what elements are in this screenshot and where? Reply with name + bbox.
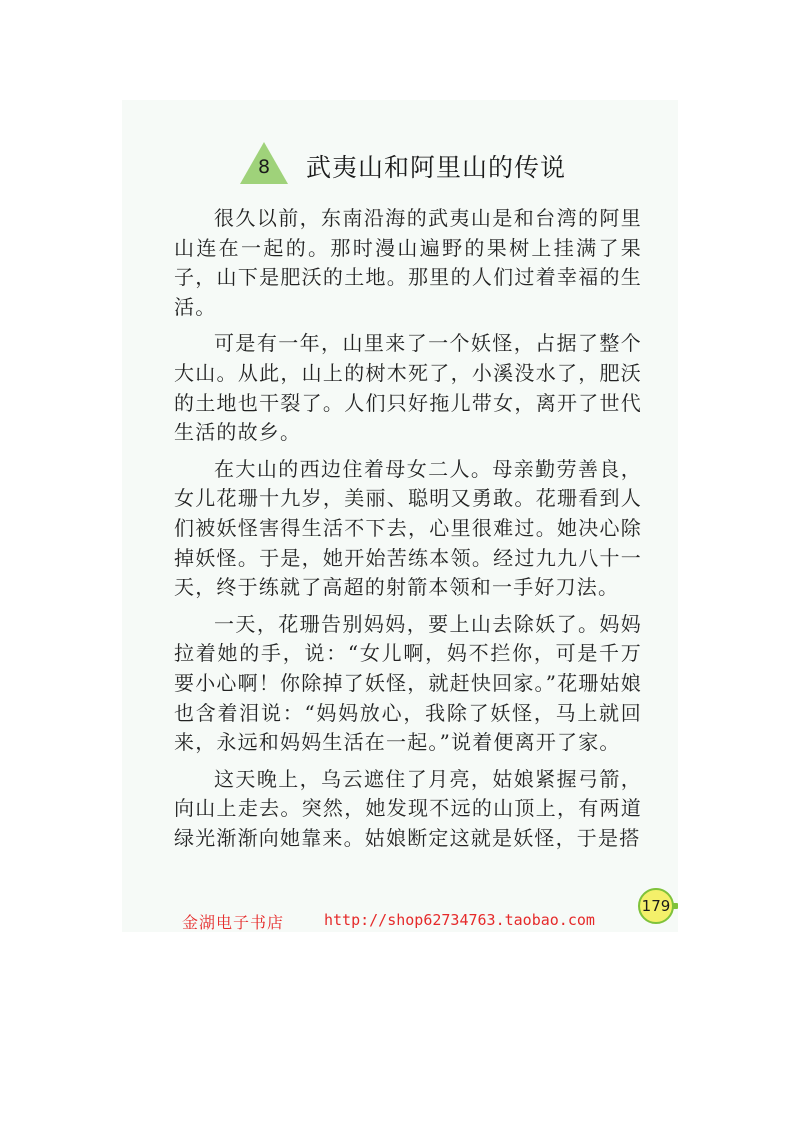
lesson-title: 武夷山和阿里山的传说 xyxy=(306,153,567,182)
paragraph: 可是有一年，山里来了一个妖怪，占据了整个大山。从此，山上的树木死了，小溪没水了，肥沃的土地也干裂了。人们只好拖儿带女，离开了世代生活的故乡。 xyxy=(174,331,642,445)
lesson-body xyxy=(174,204,642,860)
paragraph: 很久以前，东南沿海的武夷山是和台湾的阿里山连在一起的。那时漫山遍野的果树上挂满了果子，山下是肥沃的土地。那里的人们过着幸福的生活。 xyxy=(174,206,642,319)
paragraph: 一天，花珊告别妈妈，要上山去除妖了。妈妈拉着她的手，说：“女儿啊，妈不拦你，可是千万要小心啊！你除掉了妖怪，就赶快回家。”花珊姑娘也含着泪说：“妈妈放心，我除了妖怪，马上就回来，永远和妈妈生活在一起。”说着便离开了家。 xyxy=(174,611,642,755)
footer-url: http://shop62734763.taobao.com xyxy=(324,911,595,929)
page-number: 179 xyxy=(638,888,674,924)
textbook-page xyxy=(122,100,678,932)
page-number-tab xyxy=(672,903,678,909)
footer-shop-name: 金湖电子书店 xyxy=(182,913,285,932)
footer-watermark xyxy=(182,910,622,934)
paragraph: 这天晚上，乌云遮住了月亮，姑娘紧握弓箭，向山上走去。突然，她发现不远的山顶上，有两道绿光渐渐向她靠来。姑娘断定这就是妖怪，于是搭 xyxy=(174,766,642,850)
paragraph: 在大山的西边住着母女二人。母亲勤劳善良，女儿花珊十九岁，美丽、聪明又勇敢。花珊看到人们被妖怪害得生活不下去，心里很难过。她决心除掉妖怪。于是，她开始苦练本领。经过九九八十一天，终于练就了高超的射箭本领和一手好刀法。 xyxy=(174,456,642,600)
lesson-header xyxy=(240,138,660,194)
lesson-number: 8 xyxy=(257,156,271,178)
